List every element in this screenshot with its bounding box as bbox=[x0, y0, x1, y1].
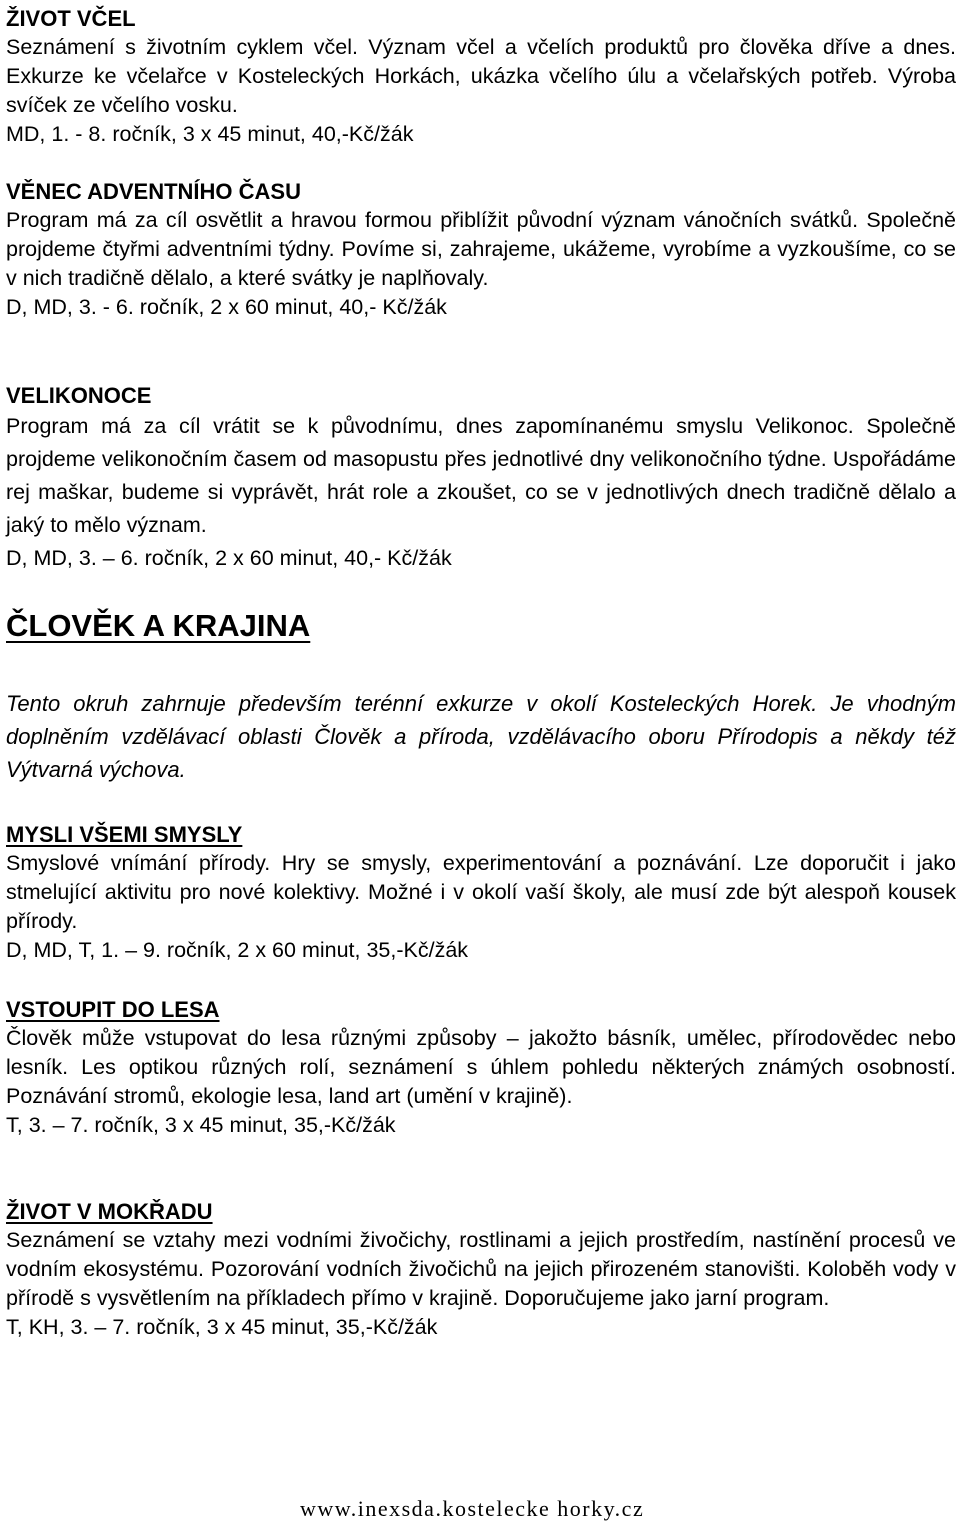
program-title: MYSLI VŠEMI SMYSLY bbox=[6, 822, 243, 847]
program-meta: D, MD, 3. - 6. ročník, 2 x 60 minut, 40,- Kč/žák bbox=[6, 295, 447, 319]
program-venec-adventniho-casu bbox=[6, 177, 956, 322]
program-title: VĚNEC ADVENTNÍHO ČASU bbox=[6, 179, 301, 204]
program-meta: MD, 1. - 8. ročník, 3 x 45 minut, 40,-Kč/žák bbox=[6, 122, 414, 146]
program-title: VSTOUPIT DO LESA bbox=[6, 997, 220, 1022]
program-description: Seznámení s životním cyklem včel. Význam včel a včelích produktů pro člověka dříve a dnes. Exkurze ke včelařce v Kosteleckých Horkách, ukázka včelího úlu a včelařských potřeb. Výroba svíček ze včelího vosku. bbox=[6, 35, 956, 117]
program-zivot-v-mokradu bbox=[6, 1197, 956, 1342]
program-vstoupit-do-lesa bbox=[6, 995, 956, 1140]
footer-url: www.inexsda.kostelecke horky.cz bbox=[300, 1496, 645, 1521]
section-intro bbox=[6, 687, 956, 786]
program-description: Smyslové vnímání přírody. Hry se smysly, experimentování a poznávání. Lze doporučit i jako stmelující aktivitu pro nové kolektivy. Možné i v okolí vaší školy, ale musí zde být alespoň kousek přírody. bbox=[6, 851, 956, 933]
program-description: Program má za cíl vrátit se k původnímu, dnes zapomínanému smyslu Velikonoc. Společně projdeme velikonočním časem od masopustu přes jednotlivé dny velikonočního týdne. Uspořádáme rej maškar, budeme si vyprávět, hrát role a zkoušet, co se v jednotlivých dnech tradičně dělalo a jaký to mělo význam. bbox=[6, 414, 956, 537]
program-zivot-vcel bbox=[6, 4, 956, 149]
program-velikonoce bbox=[6, 381, 956, 575]
program-description: Seznámení se vztahy mezi vodními živočichy, rostlinami a jejich prostředím, nastínění procesů ve vodním ekosystému. Pozorování vodních živočichů na jejich přirozeném stanovišti. Koloběh vody v přírodě s vysvětlením na příkladech přímo v krajině. Doporučujeme jako jarní program. bbox=[6, 1228, 956, 1310]
program-mysli-vsemi-smysly bbox=[6, 820, 956, 965]
program-meta: T, KH, 3. – 7. ročník, 3 x 45 minut, 35,-Kč/žák bbox=[6, 1315, 438, 1339]
program-meta: D, MD, T, 1. – 9. ročník, 2 x 60 minut, 35,-Kč/žák bbox=[6, 938, 469, 962]
section-intro-text: Tento okruh zahrnuje především terénní exkurze v okolí Kosteleckých Horek. Je vhodným doplněním vzdělávací oblasti Člověk a příroda, vzdělávacího oboru Přírodopis a někdy též Výtvarná výchova. bbox=[6, 691, 956, 782]
program-title: VELIKONOCE bbox=[6, 383, 152, 408]
program-meta: T, 3. – 7. ročník, 3 x 45 minut, 35,-Kč/žák bbox=[6, 1113, 396, 1137]
section-title: ČLOVĚK A KRAJINA bbox=[6, 608, 311, 643]
program-description: Člověk může vstupovat do lesa různými způsoby – jakožto básník, umělec, přírodovědec nebo lesník. Les optikou různých rolí, seznámení s úhlem pohledu některých známých osobností. Poznávání stromů, ekologie lesa, land art (umění v krajině). bbox=[6, 1026, 956, 1108]
program-meta: D, MD, 3. – 6. ročník, 2 x 60 minut, 40,- Kč/žák bbox=[6, 546, 452, 570]
program-description: Program má za cíl osvětlit a hravou formou přiblížit původní význam vánočních svátků. Společně projdeme čtyřmi adventními týdny. Povíme si, zahrajeme, ukážeme, vyrobíme a vyzkoušíme, co se v nich tradičně dělalo, a které svátky je naplňovaly. bbox=[6, 208, 956, 290]
program-title: ŽIVOT V MOKŘADU bbox=[6, 1199, 213, 1224]
program-title: ŽIVOT VČEL bbox=[6, 6, 136, 31]
